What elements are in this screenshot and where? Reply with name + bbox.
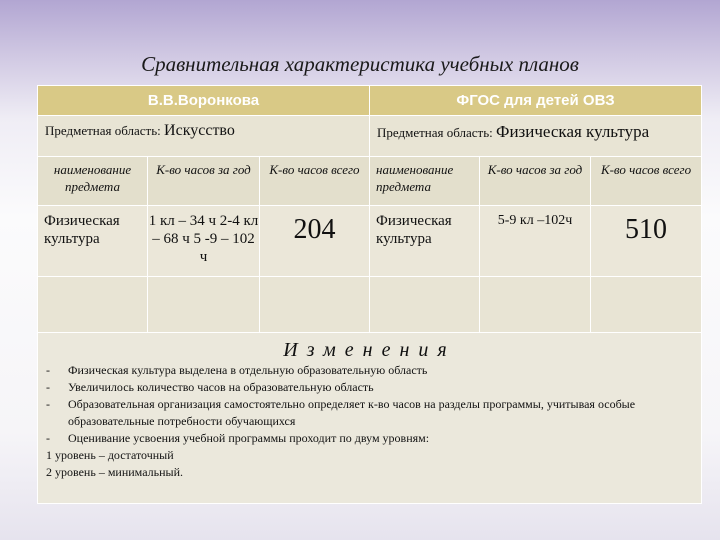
right-subject-cell: Физическая культура <box>370 206 480 277</box>
list-item: - Физическая культура выделена в отдельную образовательную область <box>46 363 428 377</box>
empty-cell <box>480 277 591 333</box>
empty-cell <box>591 277 702 333</box>
empty-cell <box>148 277 260 333</box>
subject-area-value: Искусство <box>164 122 235 139</box>
left-hours-year-cell: 1 кл – 34 ч 2-4 кл – 68 ч 5 -9 – 102 ч <box>148 206 260 277</box>
col-header-hours-total: К-во часов всего <box>260 157 370 206</box>
list-item: - Увеличилось количество часов на образовательную область <box>46 380 374 394</box>
changes-section <box>38 333 702 504</box>
header-left: В.В.Воронкова <box>38 86 370 116</box>
right-hours-year-cell: 5-9 кл –102ч <box>480 206 591 277</box>
changes-heading: Изменения <box>283 339 456 361</box>
col-header-hours-total: К-во часов всего <box>591 157 702 206</box>
col-header-subject: наименование предмета <box>370 157 480 206</box>
empty-cell <box>260 277 370 333</box>
subject-area-left <box>38 116 370 157</box>
comparison-table <box>37 85 702 504</box>
page-title: Сравнительная характеристика учебных планов <box>141 52 579 76</box>
level-line: 2 уровень – минимальный. <box>46 465 183 479</box>
col-header-hours-year: К-во часов за год <box>480 157 591 206</box>
level-line: 1 уровень – достаточный <box>46 448 174 462</box>
changes-list <box>38 362 701 481</box>
left-hours-total-cell: 204 <box>260 206 370 277</box>
subject-area-right <box>370 116 702 157</box>
col-header-hours-year: К-во часов за год <box>148 157 260 206</box>
list-item: - Образовательная организация самостоятельно определяет к-во часов на разделы программы, учитывая особые образовательные потребности обучающихся <box>46 397 636 428</box>
header-right: ФГОС для детей ОВЗ <box>370 86 702 116</box>
right-hours-total-cell: 510 <box>591 206 702 277</box>
empty-cell <box>370 277 480 333</box>
subject-area-label: Предметная область: <box>377 125 493 140</box>
col-header-subject: наименование предмета <box>38 157 148 206</box>
left-subject-cell: Физическая культура <box>38 206 148 277</box>
empty-cell <box>38 277 148 333</box>
subject-area-label: Предметная область: <box>45 123 161 138</box>
subject-area-value: Физическая культура <box>496 122 650 141</box>
list-item: - Оценивание усвоения учебной программы проходит по двум уровням: <box>46 431 430 445</box>
